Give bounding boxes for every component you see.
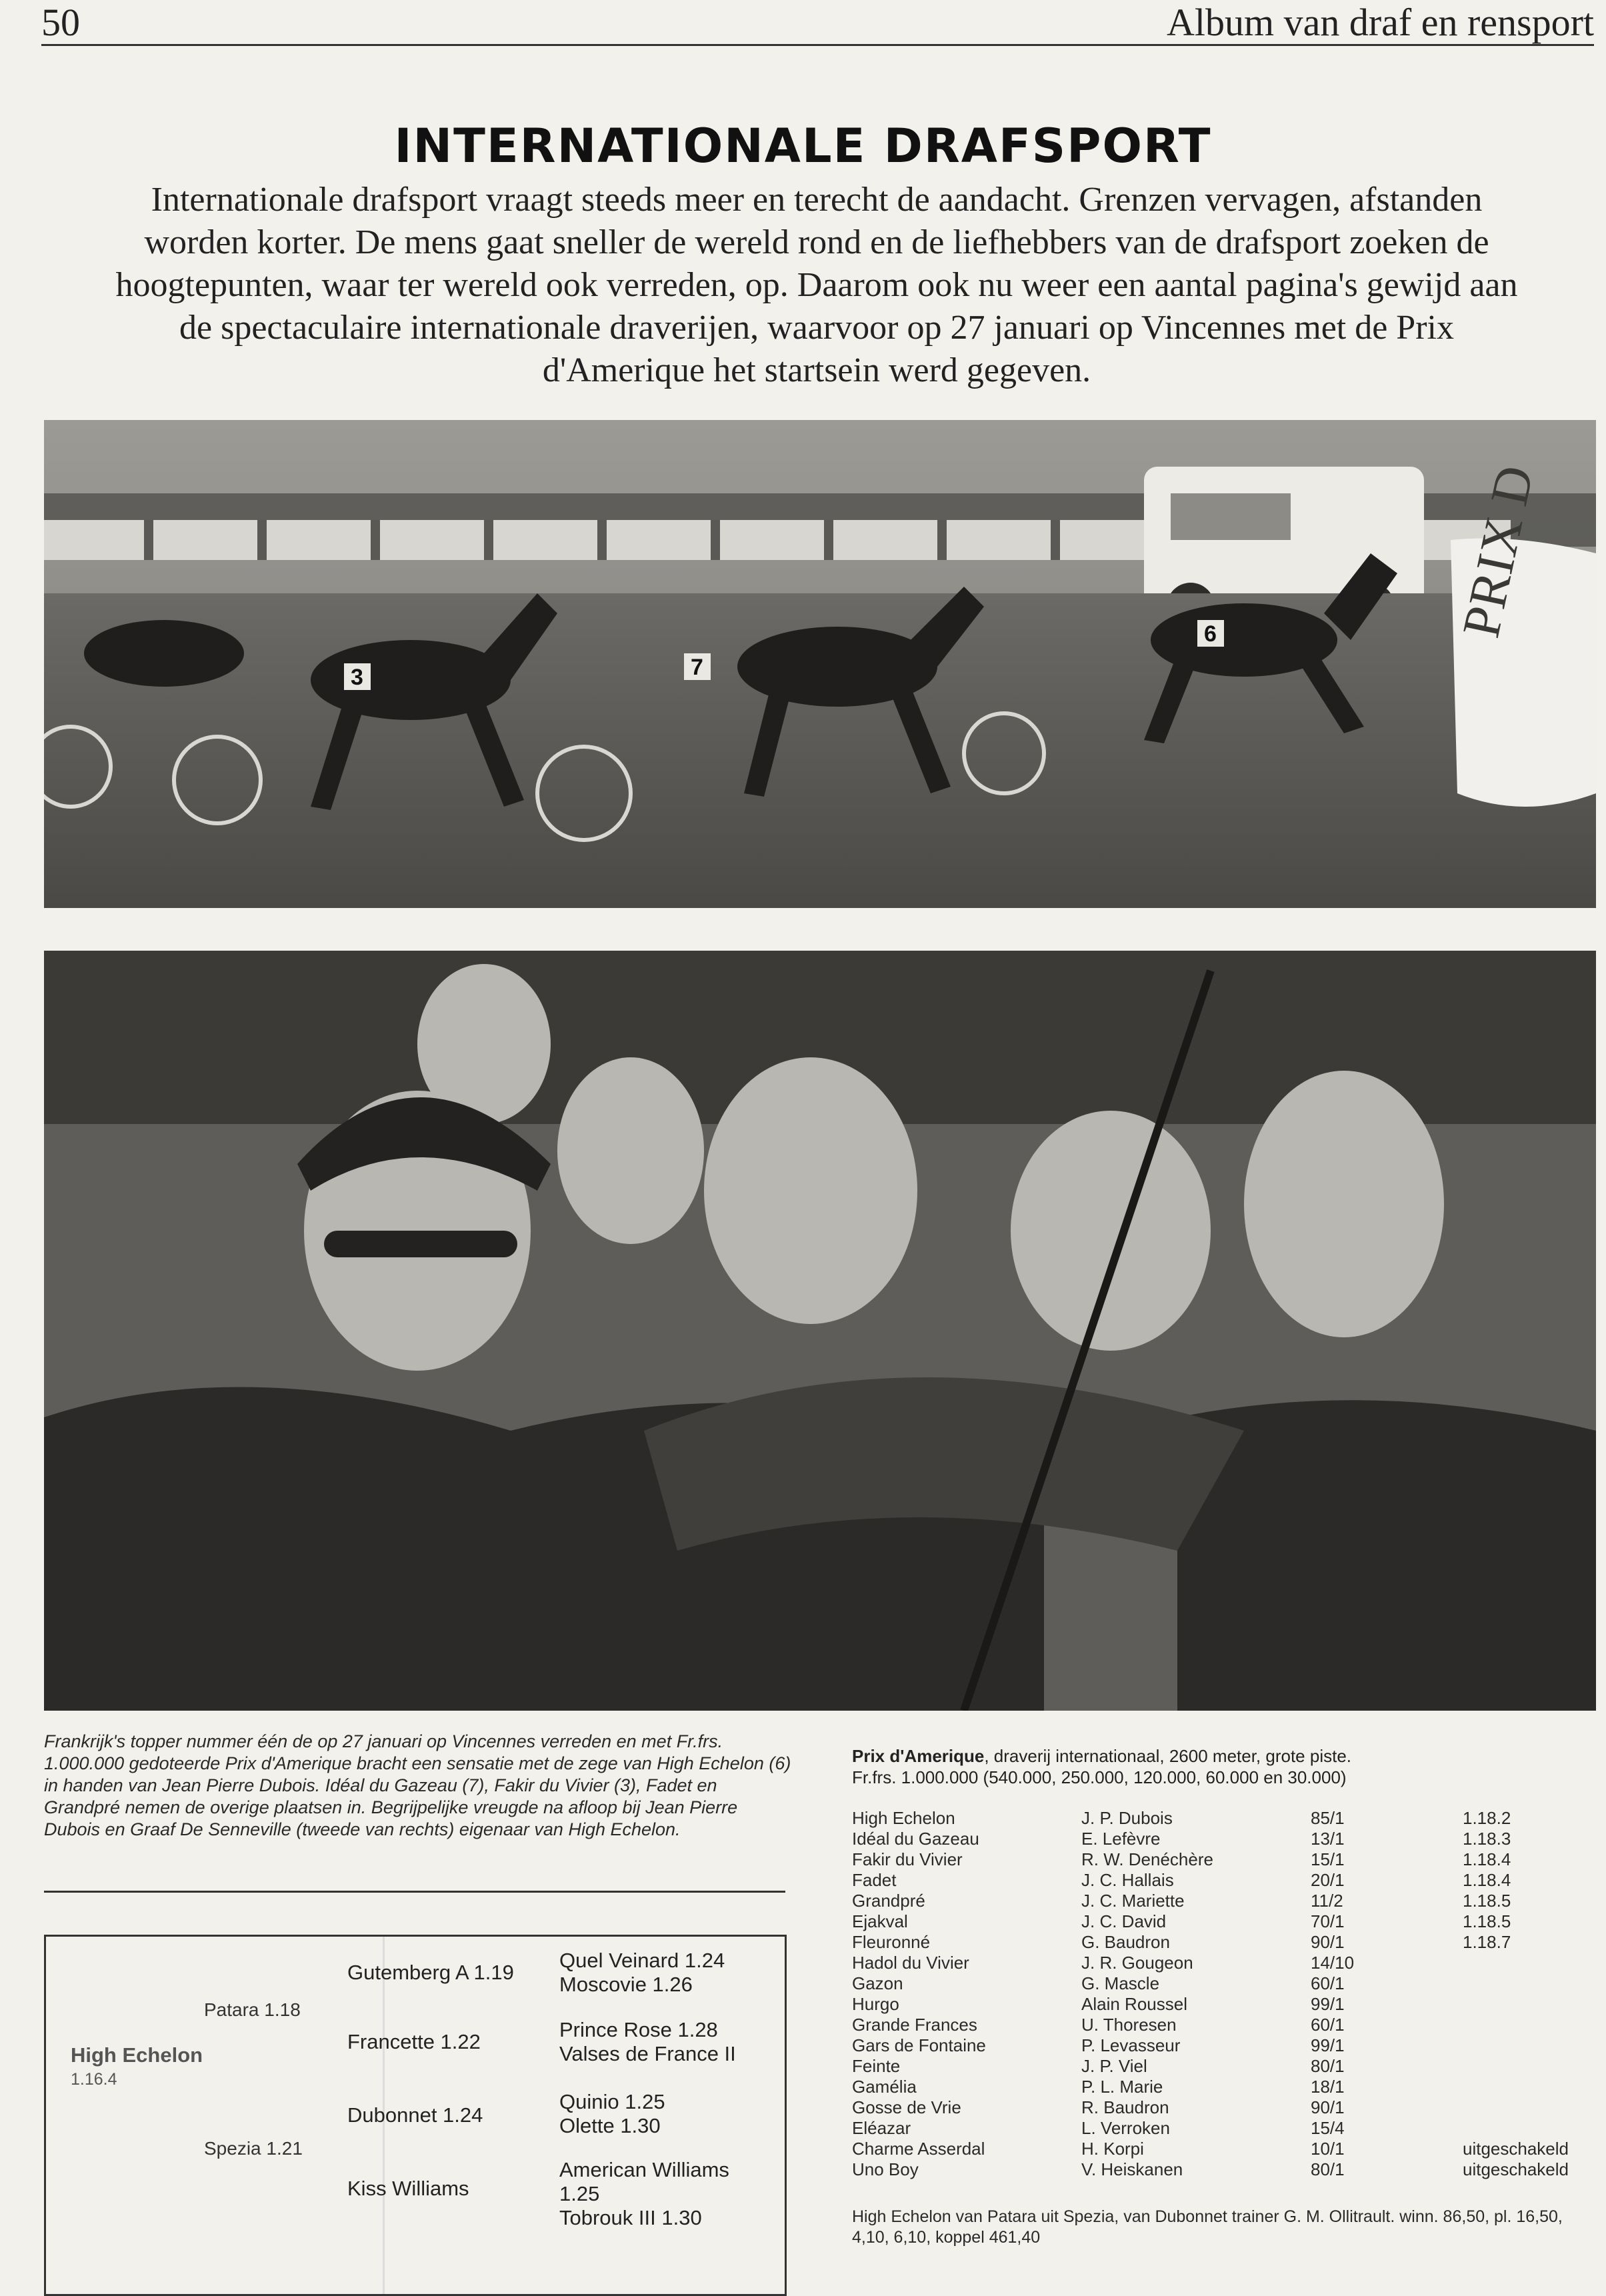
pedigree-dam: Spezia 1.21	[204, 2138, 303, 2159]
result-driver: E. Lefèvre	[1081, 1829, 1161, 1849]
result-driver: P. Levasseur	[1081, 2035, 1181, 2055]
pedigree-gen3-4b: 1.25	[559, 2182, 600, 2205]
result-horse: Fadet	[852, 1870, 897, 1890]
race-number-7: 7	[691, 655, 703, 680]
celebration-photo-image	[44, 951, 1596, 1711]
results-times-column	[1463, 1808, 1569, 2180]
pedigree-gen2-4: Kiss Williams	[347, 2177, 469, 2200]
pedigree-gen3-4c: Tobrouk III 1.30	[559, 2206, 702, 2229]
result-driver: J. C. Hallais	[1081, 1870, 1174, 1890]
result-driver: G. Mascle	[1081, 1973, 1160, 1993]
result-odds: 80/1	[1311, 2056, 1345, 2076]
result-odds: 13/1	[1311, 1829, 1345, 1849]
article-title: INTERNATIONALE DRAFSPORT	[394, 119, 1212, 173]
pedigree-gen2-1: Gutemberg A 1.19	[347, 1961, 514, 1984]
result-odds: 11/2	[1311, 1891, 1343, 1911]
pedigree-gen3-2b: Valses de France II	[559, 2042, 736, 2065]
result-time	[1463, 2097, 1569, 2118]
running-title: Album van draf en rensport	[1166, 1, 1594, 44]
result-driver: J. C. David	[1081, 1911, 1167, 1931]
result-horse: Gosse de Vrie	[852, 2097, 961, 2117]
result-time: 1.18.2	[1463, 1808, 1511, 1828]
result-driver: H. Korpi	[1081, 2139, 1144, 2159]
result-horse: Hurgo	[852, 1994, 899, 2014]
result-time	[1463, 1994, 1569, 2015]
result-horse: Charme Asserdal	[852, 2139, 985, 2159]
result-odds: 60/1	[1311, 2015, 1345, 2035]
result-driver: R. Baudron	[1081, 2097, 1169, 2117]
results-footer: High Echelon van Patara uit Spezia, van Dubonnet trainer G. M. Ollitrault. winn. 86,50, pl. 16,50, 4,10, 6,10, koppel 461,40	[852, 2207, 1563, 2247]
pedigree-gen3-4a: American Williams	[559, 2158, 729, 2181]
result-driver: P. L. Marie	[1081, 2077, 1163, 2097]
result-time: uitgeschakeld	[1463, 2139, 1569, 2159]
pedigree-gen2-2: Francette 1.22	[347, 2030, 481, 2053]
result-horse: Feinte	[852, 2056, 901, 2076]
pedigree-gen3-3b: Olette 1.30	[559, 2114, 661, 2137]
race-purse: Fr.frs. 1.000.000 (540.000, 250.000, 120.000, 60.000 en 30.000)	[852, 1767, 1347, 1787]
photo-caption: Frankrijk's topper nummer één de op 27 januari op Vincennes verreden en met Fr.frs. 1.000.000 gedoteerde Prix d'Amerique bracht een sensatie met de zege van High Echelon (6) in handen van Jean Pierre Dubois. Idéal du Gazeau (7), Fakir du Vivier (3), Fadet en Grandpré nemen de overige plaatsen in. Begrijpelijke vreugde na afloop bij Jean Pierre Dubois en Graaf De Senneville (tweede van rechts) eigenaar van High Echelon.	[44, 1731, 791, 1839]
result-time: 1.18.7	[1463, 1932, 1511, 1952]
celebration-photo	[44, 951, 1596, 1711]
race-photo	[44, 420, 1596, 908]
pedigree-gen3-3a: Quinio 1.25	[559, 2090, 665, 2113]
result-odds: 60/1	[1311, 1973, 1345, 1993]
race-number-6: 6	[1204, 621, 1217, 647]
pedigree-gen3-2a: Prince Rose 1.28	[559, 2018, 718, 2041]
result-odds: 10/1	[1311, 2139, 1345, 2159]
result-driver: G. Baudron	[1081, 1932, 1170, 1952]
results-drivers-column	[1081, 1808, 1213, 2180]
race-name: Prix d'Amerique	[852, 1746, 985, 1766]
result-time	[1463, 2077, 1569, 2097]
result-odds: 70/1	[1311, 1911, 1345, 1931]
result-time: uitgeschakeld	[1463, 2159, 1569, 2179]
pedigree-box	[44, 1935, 787, 2296]
pedigree-horse: High Echelon	[71, 2043, 203, 2067]
result-driver: L. Verroken	[1081, 2118, 1170, 2138]
results-odds-column	[1311, 1808, 1354, 2180]
pedigree-gen3-1a: Quel Veinard 1.24	[559, 1949, 725, 1972]
result-horse: Grandpré	[852, 1891, 925, 1911]
result-horse: High Echelon	[852, 1808, 955, 1828]
result-horse: Gazon	[852, 1973, 903, 1993]
result-driver: R. W. Denéchère	[1081, 1849, 1213, 1869]
result-horse: Uno Boy	[852, 2159, 919, 2179]
result-driver: Alain Roussel	[1081, 1994, 1187, 2014]
result-odds: 90/1	[1311, 1932, 1345, 1952]
result-time: 1.18.5	[1463, 1891, 1511, 1911]
result-odds: 90/1	[1311, 2097, 1345, 2117]
result-odds: 14/10	[1311, 1953, 1355, 1973]
race-photo-image	[44, 420, 1596, 908]
result-time: 1.18.4	[1463, 1849, 1511, 1869]
result-time	[1463, 1973, 1569, 1994]
race-info: , draverij internationaal, 2600 meter, grote piste.	[984, 1746, 1352, 1766]
result-horse: Gars de Fontaine	[852, 2035, 986, 2055]
result-time	[1463, 2015, 1569, 2035]
pedigree-gen2-3: Dubonnet 1.24	[347, 2103, 483, 2127]
pedigree-horse-time: 1.16.4	[71, 2070, 117, 2089]
result-driver: J. R. Gougeon	[1081, 1953, 1193, 1973]
header-rule	[41, 44, 1594, 46]
result-horse: Hadol du Vivier	[852, 1953, 969, 1973]
pedigree-gen3-1b: Moscovie 1.26	[559, 1973, 693, 1996]
page-number: 50	[41, 1, 80, 44]
result-time	[1463, 1953, 1569, 1973]
result-odds: 15/1	[1311, 1849, 1345, 1869]
result-horse: Idéal du Gazeau	[852, 1829, 979, 1849]
result-odds: 99/1	[1311, 1994, 1345, 2014]
result-horse: Grande Frances	[852, 2015, 977, 2035]
result-time	[1463, 2118, 1569, 2139]
result-horse: Eléazar	[852, 2118, 911, 2138]
result-odds: 80/1	[1311, 2159, 1345, 2179]
result-horse: Ejakval	[852, 1911, 908, 1931]
result-odds: 20/1	[1311, 1870, 1345, 1890]
result-time: 1.18.5	[1463, 1911, 1511, 1931]
result-horse: Fleuronné	[852, 1932, 931, 1952]
result-odds: 85/1	[1311, 1808, 1345, 1828]
race-number-3: 3	[351, 665, 363, 690]
result-odds: 15/4	[1311, 2118, 1345, 2138]
result-driver: V. Heiskanen	[1081, 2159, 1183, 2179]
result-odds: 18/1	[1311, 2077, 1345, 2097]
caption-rule	[44, 1891, 785, 1893]
result-time	[1463, 2056, 1569, 2077]
result-driver: J. C. Mariette	[1081, 1891, 1185, 1911]
pedigree-sire: Patara 1.18	[204, 1999, 301, 2020]
result-driver: J. P. Viel	[1081, 2056, 1147, 2076]
results-heading	[852, 1745, 1585, 1788]
result-driver: U. Thoresen	[1081, 2015, 1177, 2035]
prix-banner-text: PRIX D	[1451, 461, 1545, 643]
result-driver: J. P. Dubois	[1081, 1808, 1173, 1828]
result-time: 1.18.4	[1463, 1870, 1511, 1890]
article-intro: Internationale drafsport vraagt steeds meer en terecht de aandacht. Grenzen vervagen, afstanden worden korter. De mens gaat sneller de wereld rond en de liefhebbers van de drafsport zoeken de hoogtepunten, waar ter wereld ook verreden, op. Daarom ook nu weer een aantal pagina's gewijd aan de spectaculaire internationale draverijen, waarvoor op 27 januari op Vincennes met de Prix d'Amerique het startsein werd gegeven.	[115, 181, 1518, 389]
result-odds: 99/1	[1311, 2035, 1345, 2055]
result-time	[1463, 2035, 1569, 2056]
result-horse: Gamélia	[852, 2077, 917, 2097]
result-time: 1.18.3	[1463, 1829, 1511, 1849]
results-horses-column	[852, 1808, 986, 2180]
result-horse: Fakir du Vivier	[852, 1849, 963, 1869]
